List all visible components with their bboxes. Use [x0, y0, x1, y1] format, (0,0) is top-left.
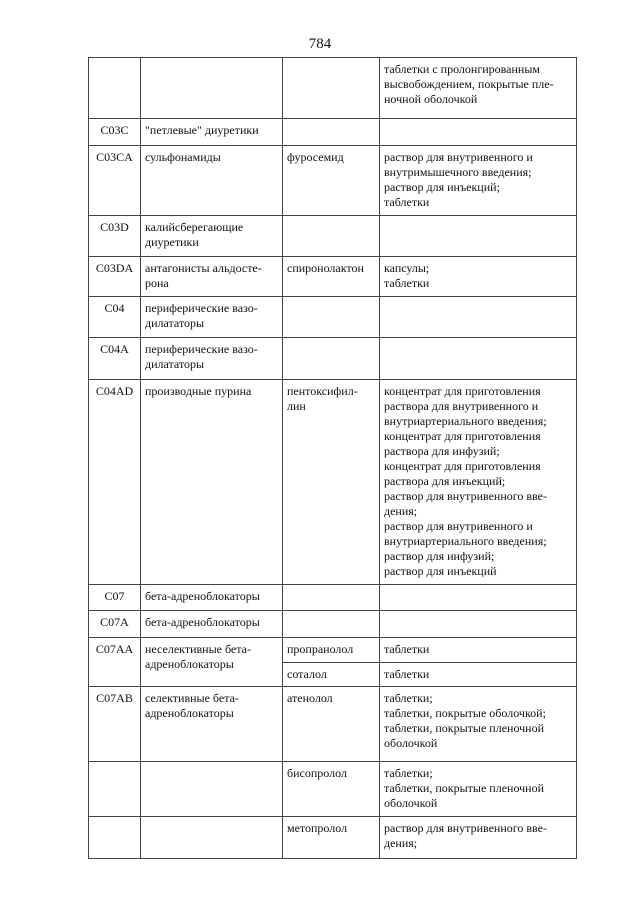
drug-name-cell [283, 216, 380, 257]
table-row [89, 58, 577, 119]
atc-code-cell: C03DA [89, 257, 141, 297]
group-name-cell: периферические вазо- дилататоры [141, 297, 283, 338]
dosage-form-cell [380, 611, 577, 638]
drug-name-cell [283, 611, 380, 638]
atc-code-cell [89, 762, 141, 817]
dosage-form-cell: таблетки; таблетки, покрытые оболочкой; таблетки, покрытые пленочной оболочкой [380, 687, 577, 762]
atc-code-cell: C04AD [89, 380, 141, 585]
table-row [89, 611, 577, 638]
dosage-form-cell: таблетки [380, 663, 577, 687]
group-name-cell [141, 58, 283, 119]
table-row [89, 257, 577, 297]
atc-code-cell: C07 [89, 585, 141, 611]
table-row [89, 146, 577, 216]
atc-code-cell [89, 58, 141, 119]
table-row [89, 762, 577, 817]
atc-code-cell: C04A [89, 338, 141, 380]
drug-name-cell: соталол [283, 663, 380, 687]
drug-name-cell [283, 338, 380, 380]
dosage-form-cell [380, 297, 577, 338]
drug-name-cell [283, 58, 380, 119]
dosage-form-cell: капсулы; таблетки [380, 257, 577, 297]
dosage-form-cell [380, 338, 577, 380]
drug-name-cell: метопролол [283, 817, 380, 859]
group-name-cell: калийсберегающие диуретики [141, 216, 283, 257]
group-name-cell [141, 762, 283, 817]
drug-name-cell [283, 297, 380, 338]
atc-code-cell: C07AB [89, 687, 141, 762]
group-name-cell: антагонисты альдосте- рона [141, 257, 283, 297]
group-name-cell: бета-адреноблокаторы [141, 585, 283, 611]
table-row [89, 817, 577, 859]
dosage-form-cell: таблетки; таблетки, покрытые пленочной оболочкой [380, 762, 577, 817]
atc-code-cell [89, 817, 141, 859]
table-row [89, 380, 577, 585]
page-number: 784 [308, 36, 332, 52]
table-row [89, 585, 577, 611]
group-name-cell: бета-адреноблокаторы [141, 611, 283, 638]
dosage-form-cell: концентрат для приготовления раствора для внутривенного и внутриартериального введения; концентрат для приготовления раствора для инфузий; концентрат для приготовления раствора для инъекций; раствор для внутривенного вве- дения; раствор для внутривенного и внутриартериального введения; раствор для инфузий; раствор для инъекций [380, 380, 577, 585]
drug-name-cell: пропранолол [283, 638, 380, 663]
atc-code-cell: C07AA [89, 638, 141, 687]
group-name-cell: сульфонамиды [141, 146, 283, 216]
drug-name-cell: фуросемид [283, 146, 380, 216]
dosage-form-cell: раствор для внутривенного и внутримышечного введения; раствор для инъекций; таблетки [380, 146, 577, 216]
group-name-cell: периферические вазо- дилататоры [141, 338, 283, 380]
drug-name-cell: атенолол [283, 687, 380, 762]
group-name-cell: "петлевые" диуретики [141, 119, 283, 146]
drug-name-cell [283, 585, 380, 611]
table-row [89, 297, 577, 338]
group-name-cell: селективные бета- адреноблокаторы [141, 687, 283, 762]
atc-drug-table [88, 57, 577, 859]
dosage-form-cell [380, 585, 577, 611]
drug-name-cell: пентоксифил- лин [283, 380, 380, 585]
dosage-form-cell: раствор для внутривенного вве- дения; [380, 817, 577, 859]
atc-code-cell: C07A [89, 611, 141, 638]
group-name-cell [141, 817, 283, 859]
drug-name-cell: бисопролол [283, 762, 380, 817]
dosage-form-cell: таблетки с пролонгированным высвобождением, покрытые пле- ночной оболочкой [380, 58, 577, 119]
atc-code-cell: C04 [89, 297, 141, 338]
table-row [89, 216, 577, 257]
atc-code-cell: C03C [89, 119, 141, 146]
dosage-form-cell [380, 216, 577, 257]
drug-name-cell [283, 119, 380, 146]
table-row [89, 638, 577, 663]
drug-name-cell: спиронолактон [283, 257, 380, 297]
group-name-cell: неселективные бета- адреноблокаторы [141, 638, 283, 687]
dosage-form-cell: таблетки [380, 638, 577, 663]
group-name-cell: производные пурина [141, 380, 283, 585]
table-row [89, 119, 577, 146]
table-row [89, 687, 577, 762]
atc-code-cell: C03D [89, 216, 141, 257]
dosage-form-cell [380, 119, 577, 146]
atc-code-cell: C03CA [89, 146, 141, 216]
table-row [89, 338, 577, 380]
